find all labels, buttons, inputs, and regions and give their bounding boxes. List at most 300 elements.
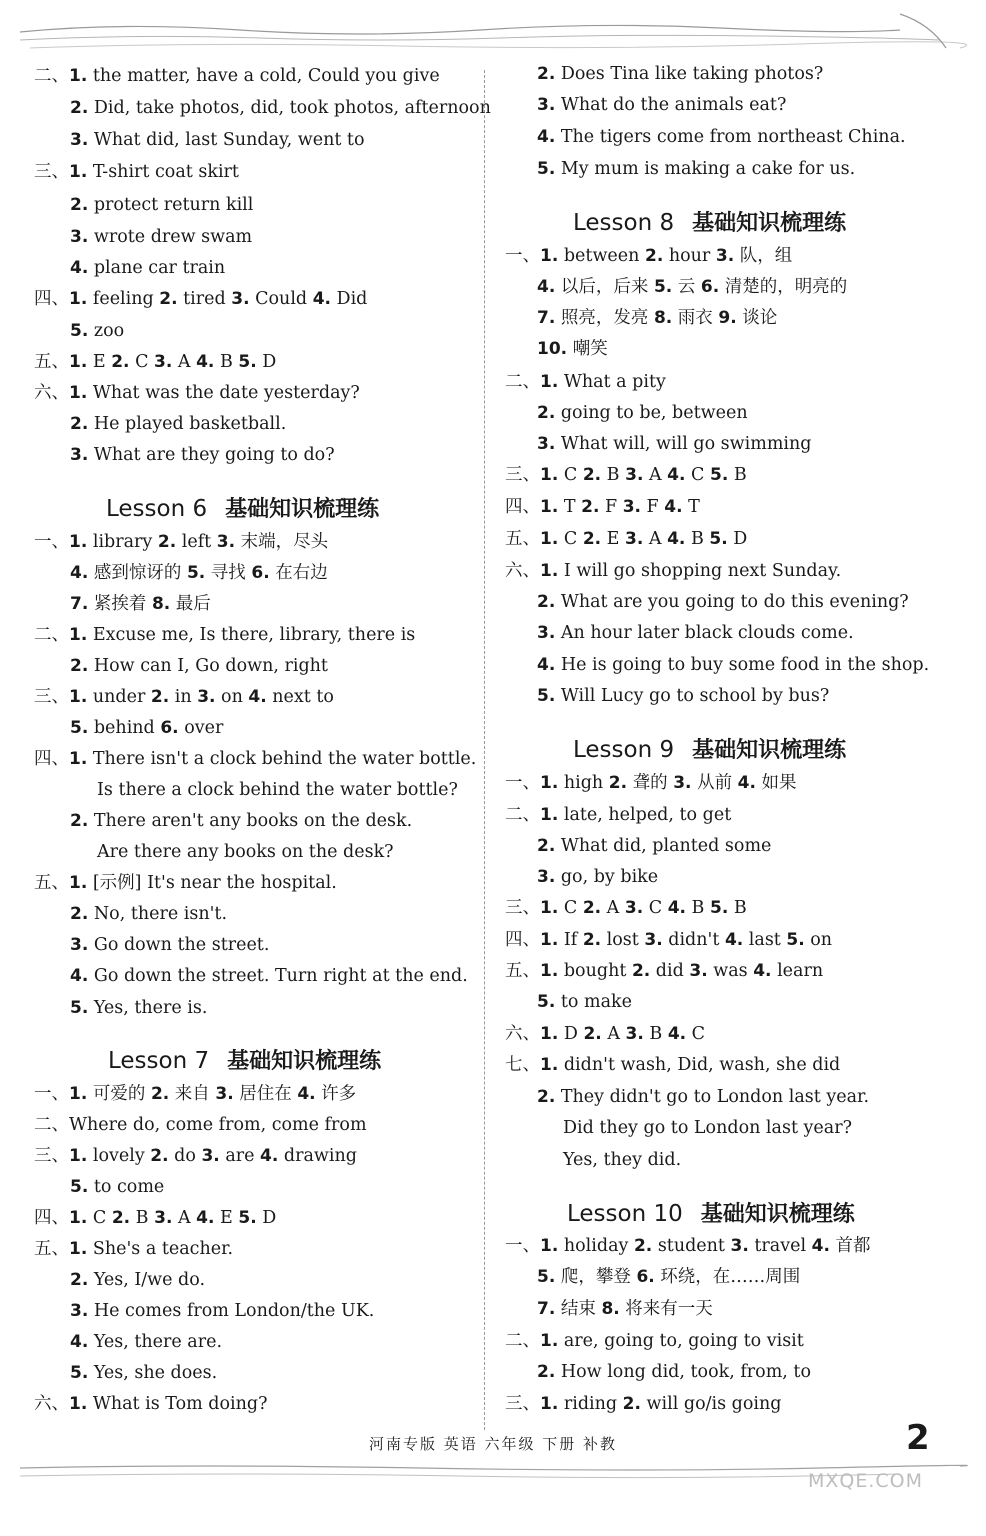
answer-line — [34, 1113, 367, 1137]
answer-text: What are they going to do? — [88, 445, 335, 465]
item-number: 1. — [540, 773, 559, 793]
answer-text: There aren't any books on the desk. — [88, 811, 413, 831]
answer-text: did — [650, 961, 690, 981]
item-number: 4. — [664, 497, 683, 517]
answer-text: riding — [558, 1394, 623, 1414]
item-number: 3. — [70, 935, 89, 955]
answer-text: What did, last Sunday, went to — [88, 130, 365, 150]
answer-text: 可爱的 — [87, 1084, 151, 1104]
section-number: 五、 — [505, 961, 540, 981]
section-number: 六、 — [505, 1024, 540, 1044]
item-number: 1. — [69, 1208, 88, 1228]
answer-text: D — [727, 529, 748, 549]
answer-line — [563, 1148, 681, 1172]
answer-text: lovely — [87, 1146, 151, 1166]
answer-line — [34, 623, 415, 647]
item-number: 2. — [622, 1394, 641, 1414]
lesson-title: 基础知识梳理练 — [227, 1049, 382, 1074]
answer-line — [505, 896, 747, 920]
answer-text: will go/is going — [640, 1394, 782, 1414]
answer-line — [70, 412, 286, 436]
answer-text: late, helped, to get — [558, 805, 732, 825]
answer-text: The tigers come from northeast China. — [555, 127, 906, 147]
answer-text: under — [87, 687, 151, 707]
item-number: 1. — [540, 372, 559, 392]
answer-line — [505, 928, 832, 952]
item-number: 3. — [625, 1024, 644, 1044]
answer-text: A — [601, 898, 625, 918]
answer-text: He comes from London/the UK. — [88, 1301, 375, 1321]
answer-line — [34, 747, 476, 771]
lesson-heading — [108, 1045, 381, 1078]
lesson-heading — [573, 734, 846, 767]
section-number: 五、 — [34, 873, 69, 893]
item-number: 8. — [601, 1299, 620, 1319]
answer-text: learn — [771, 961, 824, 981]
answer-text: Did, take photos, did, took photos, afternoon — [88, 98, 491, 118]
answer-text: to make — [555, 992, 632, 1012]
answer-line — [537, 590, 909, 614]
item-number: 3. — [537, 623, 556, 643]
watermark: MXQE.COM — [808, 1470, 924, 1492]
answer-text: 感到惊讶的 — [88, 563, 187, 583]
answer-text: Yes, she does. — [88, 1363, 218, 1383]
answer-line — [537, 653, 929, 677]
answer-text: behind — [88, 718, 161, 738]
item-number: 2. — [111, 352, 130, 372]
answer-text: holiday — [558, 1236, 634, 1256]
page-number: 2 — [906, 1418, 930, 1458]
answer-text: I will go shopping next Sunday. — [558, 561, 842, 581]
answer-text: over — [178, 718, 224, 738]
answer-line — [70, 1268, 205, 1292]
lesson-heading — [567, 1198, 855, 1231]
answer-line — [34, 160, 239, 184]
item-number: 4. — [248, 687, 267, 707]
item-number: 7. — [537, 1299, 556, 1319]
answer-line — [70, 716, 223, 740]
item-number: 2. — [157, 532, 177, 552]
item-number: 1. — [69, 1239, 88, 1259]
section-number: 二、 — [505, 372, 540, 392]
answer-text: high — [558, 773, 609, 793]
answer-line — [34, 1237, 233, 1261]
answer-text: do — [168, 1146, 202, 1166]
section-number: 一、 — [505, 773, 540, 793]
item-number: 1. — [540, 961, 559, 981]
item-number: 3. — [154, 352, 173, 372]
item-number: 3. — [625, 465, 644, 485]
item-number: 3. — [70, 445, 89, 465]
item-number: 5. — [786, 930, 805, 950]
item-number: 5. — [186, 563, 206, 583]
section-number: 三、 — [505, 1394, 540, 1414]
section-number: 三、 — [34, 1146, 69, 1166]
item-number: 10. — [537, 339, 568, 359]
item-number: 3. — [625, 529, 644, 549]
answer-line — [70, 654, 328, 678]
answer-line — [537, 990, 632, 1014]
item-number: 5. — [70, 321, 89, 341]
footer-info: 河南专版 英语 六年级 下册 补教 — [368, 1435, 618, 1453]
answer-line — [505, 1392, 781, 1416]
item-number: 3. — [673, 773, 692, 793]
answer-text: Could — [249, 289, 313, 309]
item-number: 5. — [537, 686, 556, 706]
item-number: 4. — [297, 1084, 316, 1104]
section-number: 五、 — [505, 529, 540, 549]
answer-text: hour — [663, 246, 716, 266]
answer-text: lost — [601, 930, 645, 950]
item-number: 1. — [69, 66, 88, 86]
answer-line — [34, 287, 367, 311]
answer-line — [537, 834, 771, 858]
item-number: 6. — [251, 563, 270, 583]
answer-text: Is there a clock behind the water bottle? — [97, 780, 458, 800]
section-number: 一、 — [34, 532, 69, 552]
answer-text: A — [601, 1024, 626, 1044]
item-number: 6. — [160, 718, 179, 738]
item-number: 1. — [69, 1394, 88, 1414]
answer-line — [70, 1299, 374, 1323]
item-number: 3. — [216, 532, 236, 552]
answer-text: 嘲笑 — [567, 339, 608, 359]
column-divider — [484, 70, 485, 1430]
answer-text: student — [652, 1236, 731, 1256]
answer-line — [505, 527, 747, 551]
answer-line — [505, 1329, 804, 1353]
answer-line — [537, 1297, 713, 1321]
answer-text: D — [256, 352, 277, 372]
item-number: 3. — [197, 687, 216, 707]
answer-line — [70, 902, 227, 926]
item-number: 3. — [689, 961, 708, 981]
item-number: 4. — [70, 258, 89, 278]
answer-line — [537, 62, 823, 86]
answer-line — [70, 1330, 222, 1354]
item-number: 1. — [540, 246, 559, 266]
answer-text: How can I, Go down, right — [88, 656, 328, 676]
answer-line — [34, 871, 337, 895]
answer-text: tired — [177, 289, 232, 309]
answer-line — [505, 370, 666, 394]
item-number: 3. — [537, 434, 556, 454]
answer-text: Will Lucy go to school by bus? — [555, 686, 830, 706]
item-number: 3. — [70, 130, 89, 150]
answer-line — [505, 1053, 840, 1077]
answer-line — [34, 350, 276, 374]
answer-text: 雨衣 — [672, 308, 719, 328]
item-number: 1. — [540, 1236, 559, 1256]
item-number: 3. — [537, 867, 556, 887]
answer-line — [34, 381, 360, 405]
answer-text: 环绕，在……周围 — [654, 1267, 801, 1287]
answer-line — [97, 840, 394, 864]
item-number: 4. — [70, 1332, 89, 1352]
answer-text: What are you going to do this evening? — [555, 592, 909, 612]
answer-text: B — [643, 1024, 668, 1044]
answer-line — [70, 128, 365, 152]
item-number: 1. — [540, 497, 559, 517]
answer-text: next to — [266, 687, 334, 707]
answer-text: An hour later black clouds come. — [555, 623, 854, 643]
answer-text: They didn't go to London last year. — [555, 1087, 870, 1107]
section-number: 二、 — [34, 1115, 69, 1135]
item-number: 2. — [608, 773, 628, 793]
section-number: 六、 — [505, 561, 540, 581]
answer-text: was — [707, 961, 754, 981]
answer-text: are — [219, 1146, 261, 1166]
answer-text: Yes, they did. — [563, 1150, 682, 1170]
item-number: 2. — [150, 1146, 169, 1166]
answer-text: F — [599, 497, 623, 517]
answer-line — [505, 1022, 705, 1046]
answer-text: B — [685, 898, 710, 918]
answer-text: How long did, took, from, to — [555, 1362, 811, 1382]
item-number: 4. — [537, 655, 556, 675]
item-number: 2. — [537, 1362, 556, 1382]
answer-text: feeling — [87, 289, 160, 309]
item-number: 3. — [70, 227, 89, 247]
answer-text: 最后 — [170, 594, 211, 614]
answer-text: B — [130, 1208, 155, 1228]
answer-line — [34, 1082, 356, 1106]
answer-line — [70, 964, 468, 988]
item-number: 3. — [644, 930, 663, 950]
item-number: 5. — [70, 998, 89, 1018]
answer-text: What do the animals eat? — [555, 95, 787, 115]
answer-line — [505, 803, 731, 827]
item-number: 2. — [582, 465, 602, 485]
lesson-number: Lesson 7 — [108, 1048, 210, 1074]
answer-text: B — [685, 529, 710, 549]
lesson-number: Lesson 10 — [567, 1201, 683, 1227]
answer-text: wrote drew swam — [88, 227, 253, 247]
item-number: 2. — [70, 1270, 89, 1290]
item-number: 2. — [70, 98, 89, 118]
item-number: 1. — [540, 1024, 559, 1044]
lesson-title: 基础知识梳理练 — [225, 497, 380, 522]
answer-line — [505, 1234, 871, 1258]
answer-line — [537, 432, 812, 456]
answer-text: B — [601, 465, 626, 485]
item-number: 5. — [70, 718, 89, 738]
section-number: 六、 — [34, 383, 69, 403]
answer-text: Does Tina like taking photos? — [555, 64, 824, 84]
section-number: 四、 — [34, 1208, 69, 1228]
item-number: 5. — [238, 352, 257, 372]
answer-text: There isn't a clock behind the water bottle. — [87, 749, 477, 769]
answer-text: Yes, there is. — [88, 998, 208, 1018]
answer-text: She's a teacher. — [87, 1239, 234, 1259]
answer-text: 首都 — [829, 1236, 871, 1256]
answer-line — [34, 1206, 276, 1230]
answer-text: left — [176, 532, 217, 552]
item-number: 2. — [150, 1084, 170, 1104]
answer-text: F — [640, 497, 665, 517]
answer-text: 如果 — [755, 773, 797, 793]
answer-text: B — [214, 352, 239, 372]
answer-text: 从前 — [691, 773, 738, 793]
section-number: 三、 — [34, 687, 69, 707]
answer-text: C — [685, 465, 710, 485]
answer-text: 云 — [672, 277, 701, 297]
item-number: 2. — [581, 497, 600, 517]
item-number: 1. — [540, 1331, 559, 1351]
answer-line — [505, 771, 797, 795]
answer-line — [70, 96, 491, 120]
answer-line — [70, 225, 252, 249]
item-number: 7. — [537, 308, 556, 328]
item-number: 4. — [753, 961, 772, 981]
answer-text: What will, will go swimming — [555, 434, 812, 454]
item-number: 5. — [537, 992, 556, 1012]
item-number: 5. — [537, 159, 556, 179]
item-number: 1. — [540, 805, 559, 825]
item-number: 4. — [667, 898, 686, 918]
item-number: 1. — [540, 1055, 559, 1075]
answer-text: plane car train — [88, 258, 226, 278]
answer-text: didn't — [662, 930, 725, 950]
item-number: 4. — [667, 465, 686, 485]
answer-line — [505, 495, 700, 519]
answer-line — [537, 865, 658, 889]
answer-line — [70, 592, 211, 616]
answer-text: Excuse me, Is there, library, there is — [87, 625, 416, 645]
answer-text: zoo — [88, 321, 125, 341]
item-number: 2. — [537, 64, 556, 84]
answer-text: A — [172, 352, 197, 372]
answer-line — [505, 559, 841, 583]
answer-text: What a pity — [558, 372, 666, 392]
item-number: 1. — [540, 465, 559, 485]
item-number: 3. — [622, 497, 641, 517]
item-number: 3. — [70, 1301, 89, 1321]
answer-text: 队，组 — [734, 246, 793, 266]
item-number: 1. — [69, 383, 88, 403]
answer-text: the matter, have a cold, Could you give — [87, 66, 440, 86]
item-number: 2. — [633, 1236, 653, 1256]
section-number: 三、 — [505, 898, 540, 918]
answer-line — [34, 1144, 357, 1168]
answer-text: [示例] It's near the hospital. — [87, 873, 337, 893]
answer-text: B — [728, 898, 747, 918]
item-number: 2. — [537, 836, 556, 856]
item-number: 2. — [537, 403, 556, 423]
answer-line — [537, 157, 855, 181]
answer-text: A — [643, 529, 668, 549]
answer-text: 寻找 — [205, 563, 252, 583]
item-number: 5. — [709, 898, 729, 918]
item-number: 5. — [709, 465, 729, 485]
section-number: 二、 — [505, 805, 540, 825]
section-number: 四、 — [505, 497, 540, 517]
answer-line — [70, 561, 328, 585]
item-number: 5. — [70, 1177, 89, 1197]
item-number: 2. — [582, 529, 602, 549]
item-number: 1. — [69, 749, 88, 769]
item-number: 1. — [69, 1084, 88, 1104]
item-number: 1. — [540, 1394, 559, 1414]
item-number: 4. — [667, 529, 686, 549]
item-number: 1. — [69, 289, 88, 309]
answer-line — [537, 621, 854, 645]
answer-text: C — [686, 1024, 706, 1044]
item-number: 1. — [69, 162, 88, 182]
answer-text: going to be, between — [555, 403, 748, 423]
answer-text: go, by bike — [555, 867, 659, 887]
answer-text: between — [558, 246, 645, 266]
item-number: 1. — [540, 898, 559, 918]
answer-text: Are there any books on the desk? — [97, 842, 394, 862]
section-number: 二、 — [34, 625, 69, 645]
item-number: 4. — [737, 773, 756, 793]
section-number: 一、 — [505, 246, 540, 266]
item-number: 4. — [312, 289, 331, 309]
answer-line — [70, 1175, 164, 1199]
item-number: 3. — [624, 898, 644, 918]
item-number: 5. — [238, 1208, 257, 1228]
answer-text: Did they go to London last year? — [563, 1118, 852, 1138]
answer-text: What did, planted some — [555, 836, 772, 856]
item-number: 4. — [196, 352, 215, 372]
section-number: 五、 — [34, 1239, 69, 1259]
item-number: 4. — [537, 277, 556, 297]
item-number: 2. — [70, 414, 89, 434]
item-number: 1. — [69, 532, 88, 552]
answer-text: 爬，攀登 — [555, 1267, 637, 1287]
section-number: 四、 — [34, 289, 69, 309]
item-number: 8. — [151, 594, 171, 614]
item-number: 2. — [583, 1024, 602, 1044]
item-number: 9. — [718, 308, 737, 328]
answer-line — [70, 996, 207, 1020]
item-number: 4. — [70, 966, 89, 986]
answer-text: T — [682, 497, 700, 517]
answer-text: D — [256, 1208, 277, 1228]
answer-text: Yes, I/we do. — [88, 1270, 206, 1290]
item-number: 3. — [154, 1208, 173, 1228]
answer-line — [537, 1265, 800, 1289]
answer-text: A — [172, 1208, 197, 1228]
item-number: 2. — [70, 195, 89, 215]
item-number: 4. — [667, 1024, 687, 1044]
item-number: 7. — [70, 594, 89, 614]
item-number: 2. — [644, 246, 664, 266]
answer-line — [537, 1085, 869, 1109]
item-number: 3. — [231, 289, 250, 309]
answer-line — [70, 443, 335, 467]
item-number: 2. — [582, 898, 602, 918]
section-number: 七、 — [505, 1055, 540, 1075]
item-number: 1. — [69, 625, 88, 645]
item-number: 4. — [196, 1208, 215, 1228]
lesson-heading — [106, 493, 379, 526]
answer-text: 结束 — [555, 1299, 602, 1319]
answer-text: on — [215, 687, 249, 707]
answer-text: T — [558, 497, 582, 517]
answer-text: 照亮，发亮 — [555, 308, 654, 328]
answer-text: He played basketball. — [88, 414, 287, 434]
item-number: 2. — [631, 961, 651, 981]
answer-text: protect return kill — [88, 195, 254, 215]
lesson-number: Lesson 6 — [106, 496, 208, 522]
section-number: 三、 — [505, 465, 540, 485]
answer-text: last — [743, 930, 787, 950]
answer-text: C — [558, 529, 583, 549]
item-number: 5. — [537, 1267, 556, 1287]
answer-text: 来自 — [169, 1084, 216, 1104]
